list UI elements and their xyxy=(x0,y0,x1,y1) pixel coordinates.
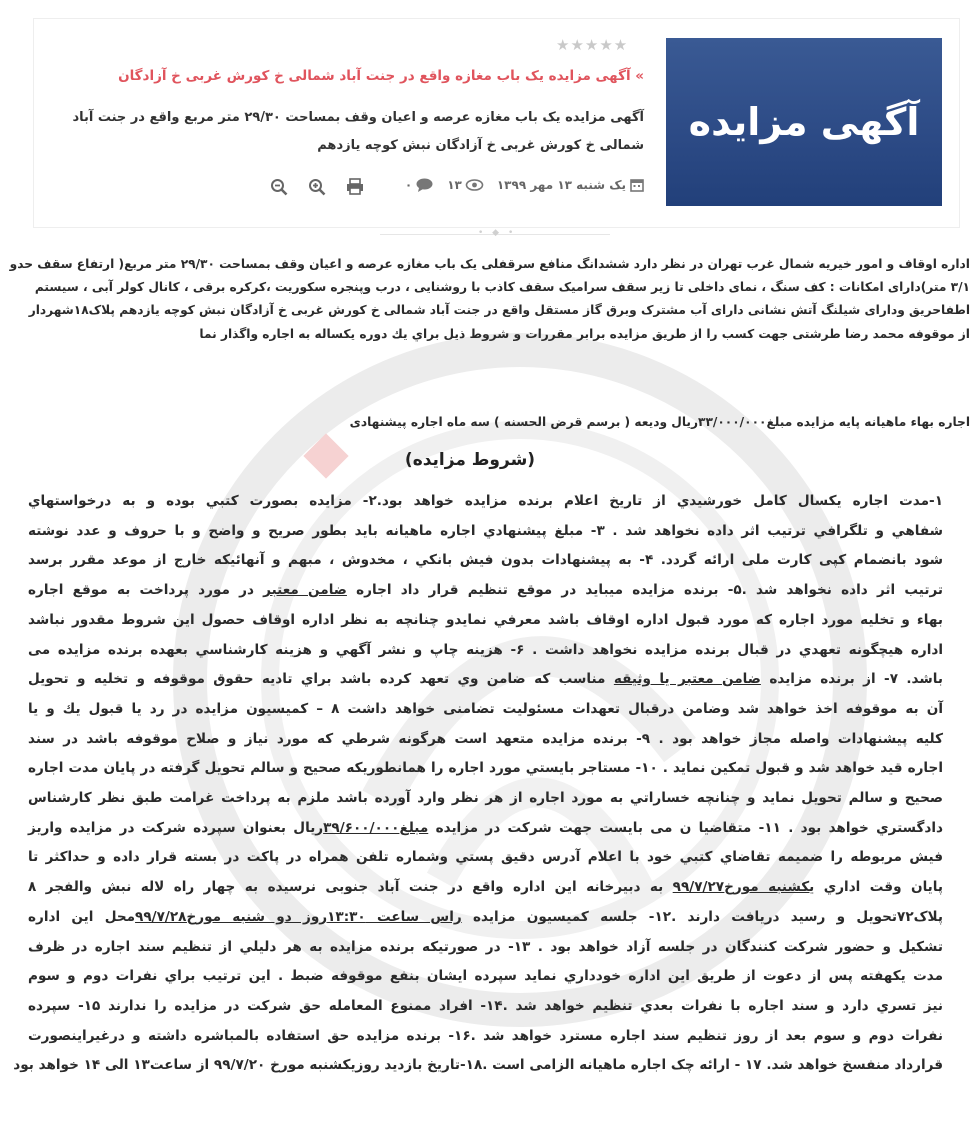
terms-line xyxy=(28,636,943,666)
terms-line xyxy=(28,873,943,903)
terms-line xyxy=(28,725,943,755)
base-price-line: اجاره بهاء ماهیانه پایه مزایده مبلغ۳۳/۰۰۰/۰۰۰ریال ودیعه ( برسم قرض الحسنه ) سه ماه اجاره پیشنهادی xyxy=(349,415,970,429)
view-count: ۱۳ xyxy=(447,178,462,192)
conditions-title: (شروط مزایده) xyxy=(404,450,536,470)
terms-underlined-text: ضامن معتبر xyxy=(263,582,347,599)
auction-terms xyxy=(13,487,944,1081)
terms-text: بهاء و تخليه مورد اجاره كه مورد قبول اداره اوقاف باشد معرفي نمايدو چنانچه به نظر اداره اوقاف حصول اين شروط مقدور نباشد xyxy=(28,611,943,628)
intro-line: از موقوفه محمد رضا طرشتی جهت کسب را از طریق مزایده برابر مقررات و شروط ذیل براي یك دوره یكساله به اجاره واگذار نما xyxy=(199,326,970,341)
terms-line xyxy=(28,487,943,517)
terms-line xyxy=(28,962,943,992)
terms-text: محل اين اداره xyxy=(28,908,136,925)
calendar-icon xyxy=(630,178,644,192)
conditions-heading xyxy=(0,450,970,470)
terms-underlined-text: مبلغ۳۹/۶۰۰/۰۰۰ xyxy=(323,819,429,836)
intro-line: اطفاحریق ودارای شیلنگ آتش نشانی دارای آب مشترک وبرق گاز مستقل واقع در جنت آباد شمالی خ کورش غربی خ آزادگان نبش کوچه یازدهم پلاک۱۸شهردار xyxy=(28,303,970,318)
terms-line xyxy=(28,754,943,784)
publish-date: یک شنبه ۱۳ مهر ۱۳۹۹ xyxy=(496,178,626,192)
auction-banner-image[interactable] xyxy=(666,38,942,206)
terms-line xyxy=(28,843,943,873)
terms-line xyxy=(28,933,943,963)
news-title-link[interactable]: » آگهی مزایده یک باب مغازه واقع در جنت آباد شمالی خ کورش غربی خ آزادگان xyxy=(118,68,644,84)
article-tools xyxy=(270,178,364,196)
terms-text: مناسب كه ضامن وي تعهد كرده باشد براي تاديه حقوق موقوفه و تخليه و تحويل xyxy=(28,671,614,688)
terms-line xyxy=(28,546,943,576)
terms-line xyxy=(28,814,943,844)
terms-text: فيش مربوطه را ضميمه تقاضاي كتبي خود با اعلام آدرس دقیق پستي وشماره تلفن همراه در پاكت در بسته قرار داده و حداكثر تا xyxy=(28,849,943,866)
terms-text: باشد. ۷- از برنده مزايده xyxy=(760,671,943,688)
rating-stars[interactable]: ★★★★★ xyxy=(556,36,629,54)
divider-dots: • ◆ • xyxy=(478,228,517,238)
terms-line xyxy=(28,695,943,725)
comment-icon xyxy=(416,178,433,192)
terms-text: قرارداد منفسخ خواهد شد. ۱۷ - ارائه چک اجاره ماهیانه الزامی است .۱۸-تاریخ بازدید روزیکشنبه مورخ ۹۹/۷/۲۰ از ساعت۱۳ الی ۱۴ خواهد بود xyxy=(13,1057,943,1074)
terms-text: پايان وقت اداري xyxy=(814,879,943,896)
terms-text: ۱-مدت اجاره یكسال كامل خورشيدي از تاريخ اعلام برنده مزايده خواهد بود.۲- مزايده بصورت كتبي بوده و به درخواستهاي xyxy=(28,493,943,509)
comments-group[interactable] xyxy=(405,178,433,192)
terms-line xyxy=(28,992,943,1022)
terms-text: نيز تسري دارد و سند اجاره با نفرات بعدي تنظيم خواهد شد .۱۴- افراد ممنوع المعامله حق شرکت در مزایده را ندارند ۱۵- سپرده xyxy=(28,997,944,1014)
date-group xyxy=(497,178,644,192)
terms-text: به دبيرخانه اين اداره واقع در جنت آباد جنوبی نرسیده به چهار راه لاله نبش والفجر ۸ xyxy=(28,879,673,896)
terms-text: نفرات دوم و سوم بعد از روز تنظيم سند اجاره مسترد خواهد شد .۱۶- برنده مزايده حق استفاده بالمباشره داشته و درغيراينصورت xyxy=(28,1027,943,1044)
terms-line xyxy=(28,517,943,547)
terms-text: مدت يكهفته پس از دعوت از طريق اين اداره خودداري نمايد سپرده ايشان بنفع موقوفه ضبط . اين ترتيب براي نفرات دوم و سوم xyxy=(28,968,943,985)
news-summary: آگهی مزایده یک باب مغازه عرصه و اعیان وقف بمساحت ۲۹/۳۰ متر مربع واقع در جنت آباد شمالی خ کورش غربی خ آزادگان نبش کوچه یازدهم xyxy=(72,110,644,153)
comment-count: ۰ xyxy=(404,178,413,192)
intro-line: اداره اوقاف و امور خیریه شمال غرب تهران در نظر دارد ششدانگ منافع سرقفلی یک باب مغازه عرصه و اعیان وقف بمساحت ۲۹/۳۰ متر مربع( ارتفاع سقف حدو xyxy=(9,257,970,271)
terms-underlined-text: ضامن معتبر يا وثيقه xyxy=(613,671,761,688)
terms-underlined-text: يكشنبه مورخ۹۹/۷/۲۷ xyxy=(672,879,815,896)
terms-text: آن به موقوفه اخذ خواهد شد وضامن درقبال تعهدات مسئولیت تضامنی خواهد داشت ۸ – كميسيون مزايده در رد يا قبول يك و يا xyxy=(28,700,943,717)
terms-text: شفاهي و تلگرافي ترتيب اثر داده نخواهد شد . ۳- مبلغ پیشنهادي اجاره ماهیانه باید بطور صريح و واضح و با حروف و عدد نوشته xyxy=(28,522,944,539)
zoom-out-icon[interactable] xyxy=(270,178,288,196)
terms-line xyxy=(28,606,943,636)
terms-text: اجاره قيد خواهد شد و قبول تمكين نمايد . ۱۰- مستاجر بايستي مورد اجاره را همانطوريكه صحيح و سالم تحويل گرفته در پايان مدت اجاره xyxy=(28,760,943,777)
terms-line xyxy=(13,1051,943,1081)
terms-line xyxy=(28,903,943,933)
terms-text: در مورد پرداخت به موقع اجاره xyxy=(28,582,264,599)
intro-line: ۳/۱ متر)دارای امکانات : کف سنگ ، نمای داخلی تا زیر سقف سرامیک سقف کاذب با روشنایی ، درب وپنجره سکوریت ،کرکره برقی ، کانال کولر آبی ، سیستم xyxy=(34,280,970,295)
terms-text: صحيح و سالم تحويل نمايد و چنانچه خساراتي به مورد اجاره از هر نظر وارد آورده باشد ملزم به پرداخت غرامت طبق نظر كارشناس xyxy=(28,790,943,807)
terms-text: دادگستري خواهد بود . ۱۱- متقاضیا ن می بایست جهت شرکت در مزايده xyxy=(428,819,943,836)
terms-line xyxy=(28,665,943,695)
terms-underlined-text: راس ساعت ۱۳:۳۰روز دو شنبه مورخ۹۹/۷/۲۸ xyxy=(135,908,462,925)
zoom-in-icon[interactable] xyxy=(308,178,326,196)
news-meta xyxy=(405,178,644,192)
terms-line xyxy=(28,576,943,606)
banner-text: آگهی مزایده xyxy=(688,100,920,144)
intro-paragraph xyxy=(0,253,970,346)
terms-line xyxy=(28,1022,943,1052)
print-icon[interactable] xyxy=(346,178,364,195)
terms-line xyxy=(28,784,943,814)
terms-text: ترتيب اثر داده نخواهد شد .۵- برنده مزایده میباید در موقع تنظیم قرار داد اجاره xyxy=(346,582,943,599)
terms-text: تشكيل و حضور شركت كنندگان در جلسه آزاد خواهد بود . ۱۳- در صورتيكه برنده مزايده به هر دليلي از تنظيم سند اجاره در ظرف xyxy=(28,938,943,955)
terms-text: اداره هيچگونه تعهدي در قبال برنده مزايده نخواهد داشت . ۶- هزينه چاپ و نشر آگهي و هزينه كارشناسي بعهده برنده مزایده می xyxy=(28,641,943,658)
terms-text: شود بانضمام کپی کارت ملی ارائه گردد. ۴- به پيشنهادات بدون فيش بانكي ، مخدوش ، مبهم و آنهائيكه خارج از موعد مقرر برسد xyxy=(28,552,943,569)
eye-icon xyxy=(466,179,483,191)
terms-text: ریال بعنوان سپرده شركت در مزايده واريز xyxy=(28,819,324,836)
terms-text: پلاک۷۲تحويل و رسيد دريافت دارند .۱۲- جلسه كميسيون مزايده xyxy=(461,908,943,925)
terms-text: كليه پيشنهادات واصله مجاز خواهد بود . ۹- برنده مزايده متعهد است هرگونه شرطي كه مورد نياز و صلاح موقوفه باشد در سند xyxy=(28,730,943,747)
views-group xyxy=(447,178,483,192)
